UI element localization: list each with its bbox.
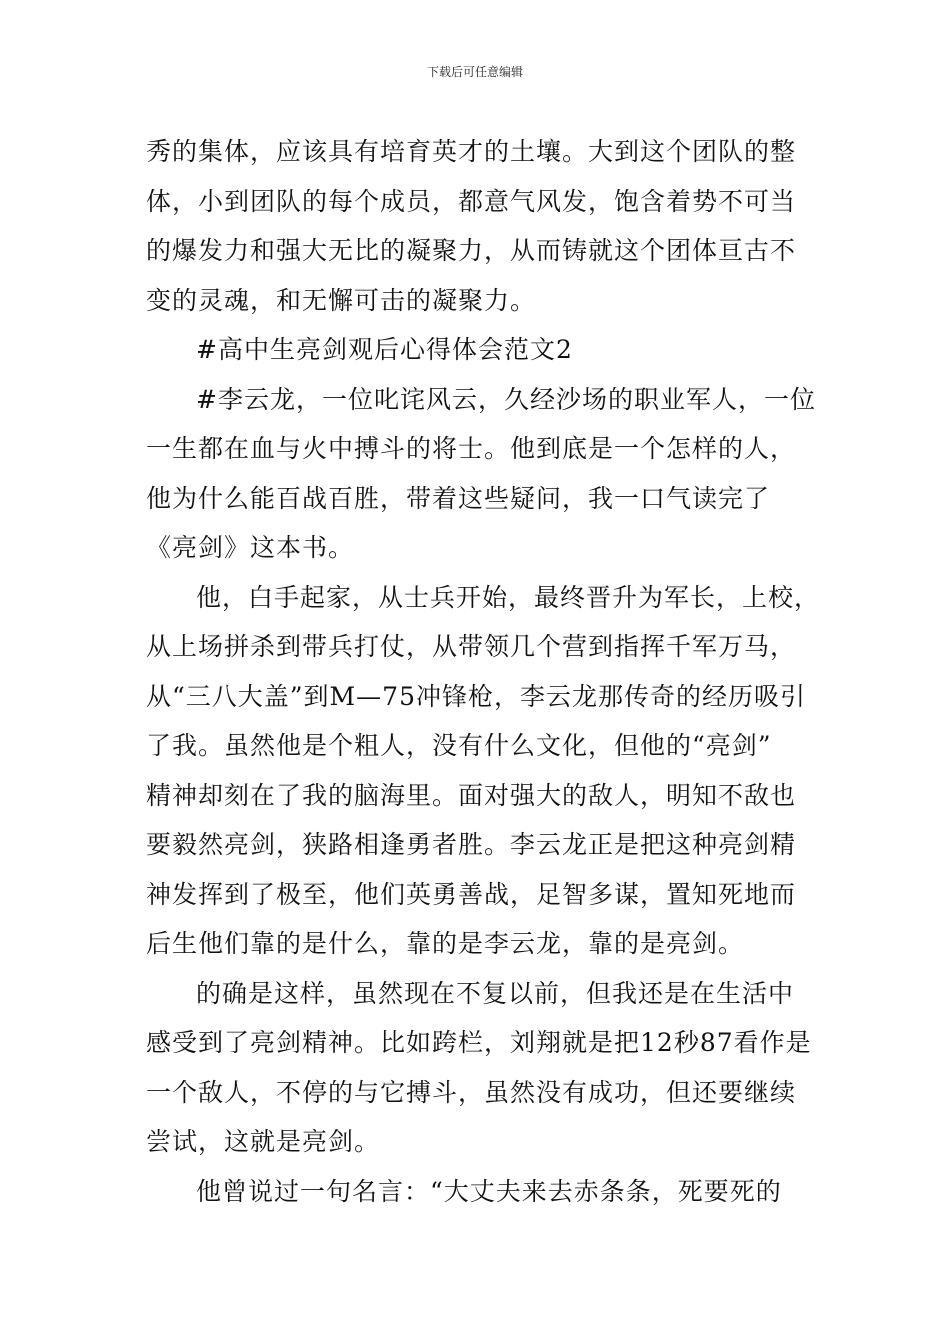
- text-line: 尝试，这就是亮剑。: [146, 1127, 381, 1156]
- text-line: #李云龙，一位叱诧风云，久经沙场的职业军人，一位: [196, 384, 816, 414]
- text-line: 要毅然亮剑，狭路相逢勇者胜。李云龙正是把这种亮剑精: [146, 830, 797, 859]
- text-line: 的爆发力和强大无比的凝聚力，从而铸就这个团体亘古不: [146, 236, 797, 265]
- text-line: #高中生亮剑观后心得体会范文2: [196, 335, 573, 364]
- text-line: 《亮剑》这本书。: [146, 533, 355, 562]
- text-line: 秀的集体，应该具有培育英才的土壤。大到这个团队的整: [146, 137, 797, 166]
- text-line: 从上场拼杀到带兵打仗，从带领几个营到指挥千军万马，: [146, 632, 797, 661]
- text-line: 体，小到团队的每个成员，都意气风发，饱含着势不可当: [146, 186, 797, 216]
- text-line: 神发挥到了极至，他们英勇善战，足智多谋，置知死地而: [146, 879, 797, 909]
- text-line: 从“三八大盖”到M—75冲锋枪，李云龙那传奇的经历吸引: [146, 681, 806, 711]
- text-line: 一生都在血与火中搏斗的将士。他到底是一个怎样的人，: [146, 434, 797, 463]
- text-line: 他曾说过一句名言：“大丈夫来去赤条条，死要死的: [196, 1176, 782, 1206]
- text-line: 他为什么能百战百胜，带着这些疑问，我一口气读完了: [146, 483, 771, 513]
- body-text: [146, 127, 821, 1216]
- text-line: 的确是这样，虽然现在不复以前，但我还是在生活中: [196, 978, 795, 1008]
- text-line: 他，白手起家，从士兵开始，最终晋升为军长，上校，: [196, 582, 821, 612]
- page-header: 下载后可任意编辑: [426, 65, 523, 79]
- text-line: 了我。虽然他是个粗人，没有什么文化，但他的“亮剑”: [146, 731, 772, 760]
- text-line: 变的灵魂，和无懈可击的凝聚力。: [146, 285, 537, 315]
- text-line: 感受到了亮剑精神。比如跨栏，刘翔就是把12秒87看作是: [146, 1028, 812, 1057]
- text-line: 一个敌人，不停的与它搏斗，虽然没有成功，但还要继续: [146, 1077, 797, 1107]
- text-line: 精神却刻在了我的脑海里。面对强大的敌人，明知不敌也: [146, 780, 797, 810]
- text-line: 后生他们靠的是什么，靠的是李云龙，靠的是亮剑。: [146, 929, 745, 958]
